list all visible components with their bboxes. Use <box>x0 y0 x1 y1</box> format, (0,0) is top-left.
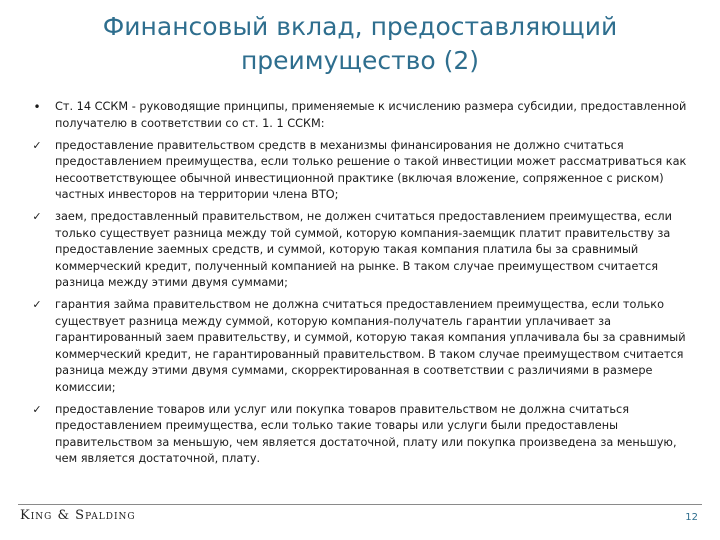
page-number: 12 <box>685 512 698 523</box>
slide-title: Финансовый вклад, предоставляющий преимущество (2) <box>102 12 618 75</box>
bullet-list <box>30 99 690 473</box>
list-item-text: предоставление правительством средств в механизмы финансирования не должно считаться предоставлением преимущества, если только решение о такой инвестиции может рассматриваться как несоответствующее обычной инвестиционной практике (включая вложение, сопряженное с риском) частных инвесторов на территории члена ВТО; <box>55 138 687 201</box>
list-item <box>30 99 690 132</box>
checkmark-icon: ✓ <box>32 402 42 416</box>
list-item-text: заем, предоставленный правительством, не должен считаться предоставлением преимущества, если только существует разница между той суммой, которую компания-заемщик платит правительству за предоставление заемных средств, и суммой, которую такая компания платила бы за сравнимый коммерческий кредит, полученный компанией на рынке. В таком случае преимуществом считается разница между этими двумя суммами; <box>55 210 672 289</box>
checkmark-icon: ✓ <box>32 210 42 223</box>
list-item <box>30 402 690 468</box>
list-item <box>30 209 690 292</box>
list-item-text: предоставление товаров или услуг или покупка товаров правительством не должна считаться предоставлением преимущества, если только такие товары или услуги были предоставлены правительством за меньшую, чем является достаточной, плату или покупка произведена за меньшую, чем является достаточной, плату. <box>55 402 677 465</box>
company-logo: King & Spalding <box>20 508 136 523</box>
checkmark-icon: ✓ <box>32 138 42 152</box>
checkmark-icon: ✓ <box>32 298 42 311</box>
bullet-icon: • <box>33 100 41 114</box>
list-item <box>30 297 690 396</box>
list-item-text: Ст. 14 ССКМ - руководящие принципы, применяемые к исчислению размера субсидии, предоставленной получателю в соответствии со ст. 1. 1 ССКМ: <box>55 100 687 130</box>
footer-divider <box>18 504 702 505</box>
list-item-text: гарантия займа правительством не должна считаться предоставлением преимущества, если только существует разница между суммой, которую компания-получатель гарантии уплачивает за гарантированный заем правительству, и суммой, которую такая компания уплачивала бы за сравнимый коммерческий кредит, не гарантированный правительством. В таком случае преимуществом считается разница между этими двумя суммами, скорректированная в соответствии с различиями в размере комиссии; <box>55 298 686 394</box>
list-item <box>30 138 690 204</box>
